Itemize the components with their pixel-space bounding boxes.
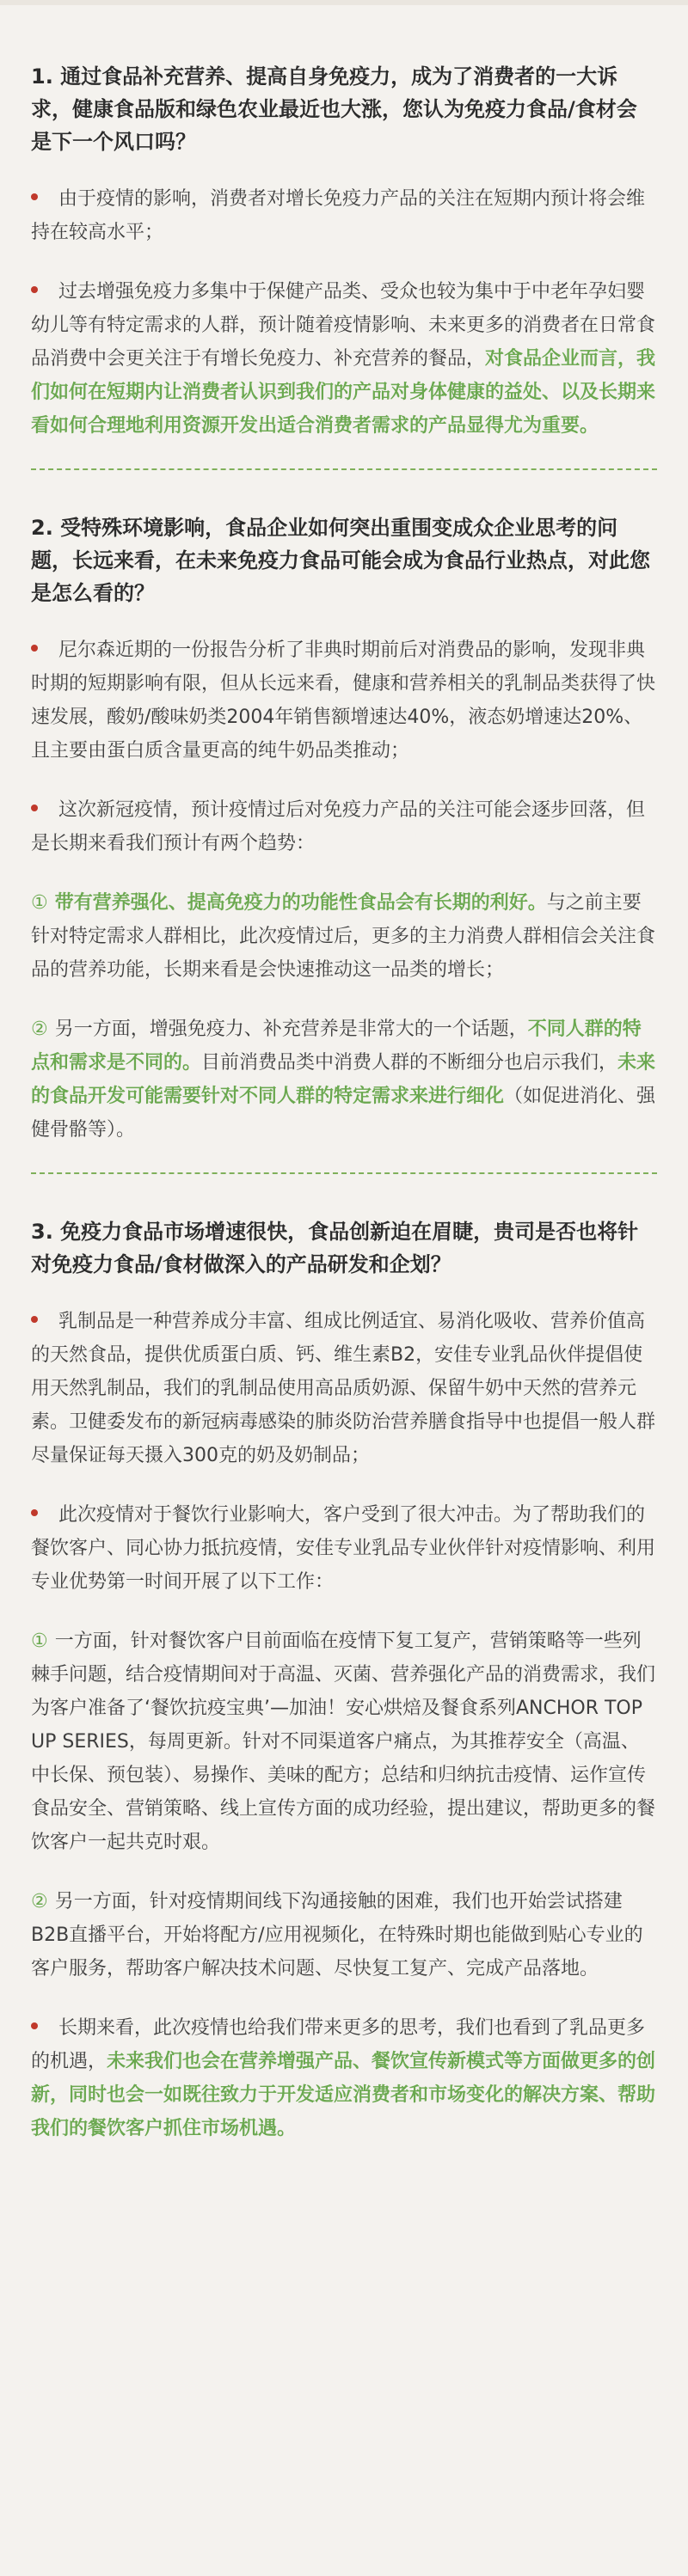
paragraph-text: 尼尔森近期的一份报告分析了非典时期前后对消费品的影响，发现非典时期的短期影响有限，但从长远来看，健康和营养相关的乳制品类获得了快速发展，酸奶/酸味奶类2004年销售额增速达40%，液态奶增速达20%、且主要由蛋白质含量更高的纯牛奶品类推动； xyxy=(31,639,656,762)
circled-number-marker: ② xyxy=(31,1019,48,1040)
paragraph xyxy=(31,1013,657,1147)
bullet-icon xyxy=(31,645,38,652)
circled-number-marker: ② xyxy=(31,1891,48,1912)
bullet-icon xyxy=(31,1316,38,1323)
section-3 xyxy=(31,1212,657,2145)
paragraph xyxy=(31,1885,657,1986)
section-divider xyxy=(31,1172,657,1174)
paragraph xyxy=(31,886,657,987)
paragraph-text: 一方面，针对餐饮客户目前面临在疫情下复工复产，营销策略等一些列棘手问题，结合疫情期间对于高温、灭菌、营养强化产品的消费需求，我们为客户准备了‘餐饮抗疫宝典’—加油！安心烘焙及餐食系列ANCHOR TOP UP SERIES，每周更新。针对不同渠道客户痛点，为其推荐安全（高温、中长保、预包装）、易操作、美味的配方；总结和归纳抗击疫情、运作宣传食品安全、营销策略、线上宣传方面的成功经验，提出建议，帮助更多的餐饮客户一起共克时艰。 xyxy=(31,1631,656,1853)
section-1 xyxy=(31,0,657,443)
paragraph-text: 与之前主要针对特定需求人群相比，此次疫情过后，更多的主力消费人群相信会关注食品的营养功能，长期来看是会快速推动这一品类的增长； xyxy=(31,892,656,981)
paragraph xyxy=(31,2011,657,2145)
paragraph-text: 乳制品是一种营养成分丰富、组成比例适宜、易消化吸收、营养价值高的天然食品，提供优质蛋白质、钙、维生素B2，安佳专业乳品伙伴提倡使用天然乳制品，我们的乳制品使用高品质奶源、保留牛奶中天然的营养元素。卫健委发布的新冠病毒感染的肺炎防治营养膳食指导中也提倡一般人群尽量保证每天摄入300克的奶及奶制品； xyxy=(31,1311,656,1466)
circled-number-marker: ① xyxy=(31,1631,48,1652)
circled-number-marker: ① xyxy=(31,892,48,914)
top-bar xyxy=(0,0,688,5)
paragraph xyxy=(31,1498,657,1599)
paragraph-text: 由于疫情的影响，消费者对增长免疫力产品的关注在短期内预计将会维持在较高水平； xyxy=(31,188,646,243)
paragraph-text: 另一方面，针对疫情期间线下沟通接触的困难，我们也开始尝试搭建B2B直播平台，开始将配方/应用视频化，在特殊时期也能做到贴心专业的客户服务，帮助客户解决技术问题、尽快复工复产、完成产品落地。 xyxy=(31,1891,643,1979)
highlight-text: 未来的食品开发可能需要针对不同人群的特定需求来进行细化 xyxy=(31,1052,656,1107)
highlight-text: 未来我们也会在营养增强产品、餐饮宣传新模式等方面做更多的创新，同时也会一如既往致力于开发适应消费者和市场变化的解决方案、帮助我们的餐饮客户抓住市场机遇。 xyxy=(31,2051,656,2139)
paragraph-text: 过去增强免疫力多集中于保健产品类、受众也较为集中于中老年孕妇婴幼儿等有特定需求的人群，预计随着疫情影响、未来更多的消费者在日常食品消费中会更关注于有增长免疫力、补充营养的餐品， xyxy=(31,281,656,370)
highlight-text: 对食品企业而言，我们如何在短期内让消费者认识到我们的产品对身体健康的益处、以及长期来看如何合理地利用资源开发出适合消费者需求的产品显得尤为重要。 xyxy=(31,348,656,437)
paragraph xyxy=(31,793,657,860)
question-3: 3. 免疫力食品市场增速很快，食品创新迫在眉睫，贵司是否也将针对免疫力食品/食材做深入的产品研发和企划？ xyxy=(31,1220,639,1276)
paragraph xyxy=(31,1625,657,1859)
paragraph xyxy=(31,1305,657,1472)
highlight-text: 带有营养强化、提高免疫力的功能性食品会有长期的利好。 xyxy=(54,892,547,914)
paragraph-text: 另一方面，增强免疫力、补充营养是非常大的一个话题， xyxy=(54,1019,528,1040)
paragraph-text: 这次新冠疫情，预计疫情过后对免疫力产品的关注可能会逐步回落，但是长期来看我们预计有两个趋势： xyxy=(31,799,646,854)
bullet-icon xyxy=(31,1509,38,1516)
paragraph xyxy=(31,182,657,249)
bullet-icon xyxy=(31,193,38,200)
question-1: 1. 通过食品补充营养、提高自身免疫力，成为了消费者的一大诉求，健康食品版和绿色农业最近也大涨，您认为免疫力食品/食材会是下一个风口吗？ xyxy=(31,64,637,154)
paragraph-text: （如促进消化、强健骨骼等）。 xyxy=(31,1086,656,1141)
bullet-icon xyxy=(31,2022,38,2029)
section-2 xyxy=(31,508,657,1147)
paragraph-text: 长期来看，此次疫情也给我们带来更多的思考，我们也看到了乳品更多的机遇， xyxy=(31,2017,646,2072)
question-2: 2. 受特殊环境影响，食品企业如何突出重围变成众企业思考的问题，长远来看，在未来免疫力食品可能会成为食品行业热点，对此您是怎么看的？ xyxy=(31,516,650,605)
paragraph-text: 此次疫情对于餐饮行业影响大，客户受到了很大冲击。为了帮助我们的餐饮客户、同心协力抵抗疫情，安佳专业乳品专业伙伴针对疫情影响、利用专业优势第一时间开展了以下工作： xyxy=(31,1504,656,1593)
paragraph xyxy=(31,633,657,768)
paragraph-text: 目前消费品类中消费人群的不断细分也启示我们， xyxy=(201,1052,618,1074)
bullet-icon xyxy=(31,805,38,811)
section-divider xyxy=(31,468,657,470)
bullet-icon xyxy=(31,286,38,293)
highlight-text: 不同人群的特点和需求是不同的。 xyxy=(31,1019,642,1074)
paragraph xyxy=(31,275,657,443)
